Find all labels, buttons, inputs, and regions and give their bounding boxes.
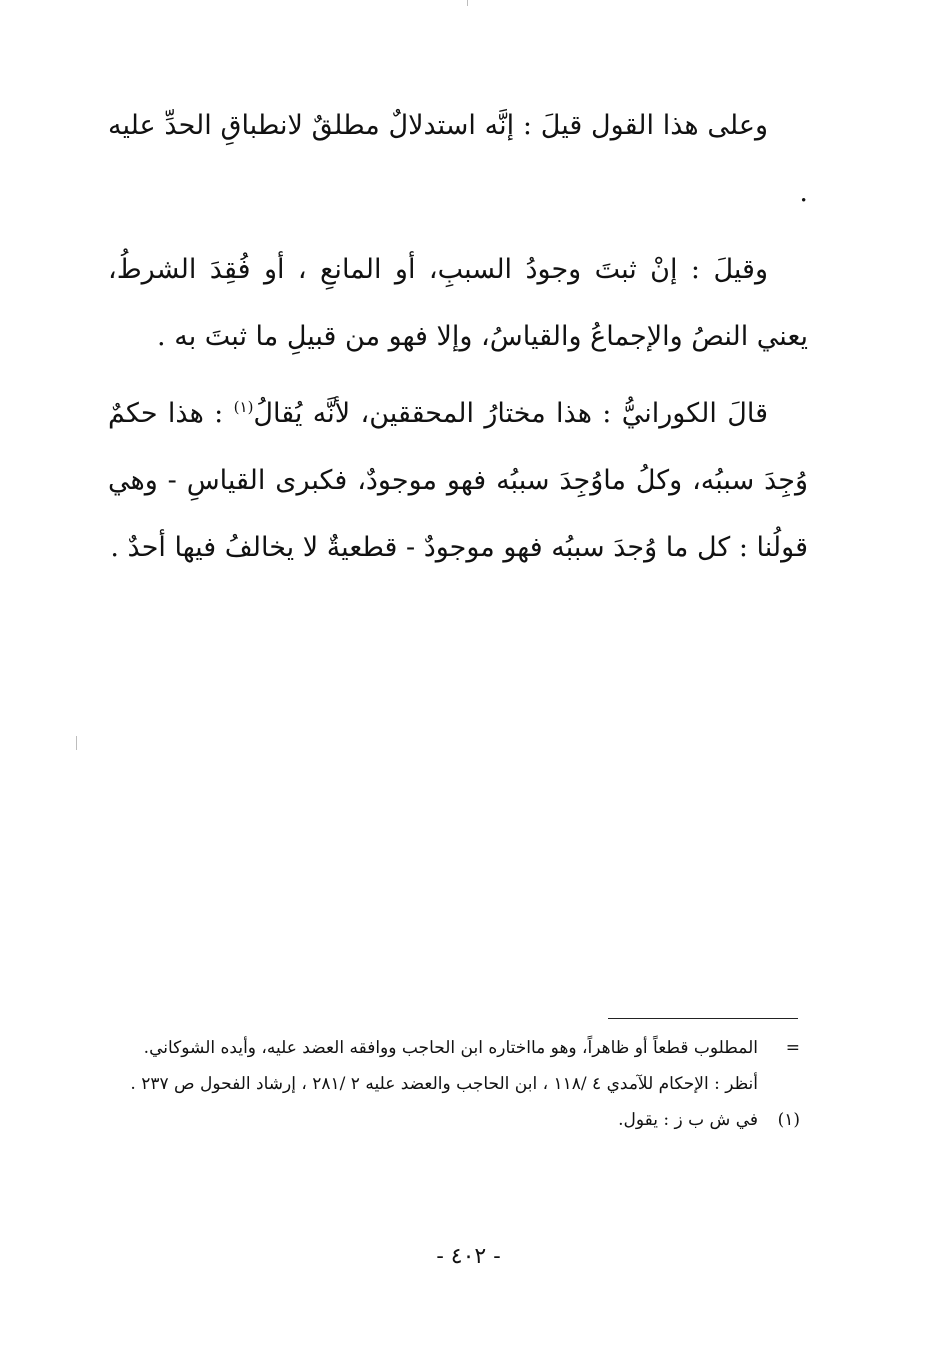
- scan-mark-top: [467, 0, 468, 6]
- footnote-1: [110, 1102, 800, 1138]
- footnote-marker: =: [785, 1038, 800, 1058]
- paragraph-2-text: وقيلَ : إنْ ثبتَ وجودُ السببِ، أو المانعِ ، أو فُقِدَ الشرطُ، يعني النصُ والإجماعُ والقياسُ، وإلا فهو من قبيلِ ما ثبتَ به .: [108, 254, 808, 352]
- paragraph-2: [108, 236, 808, 370]
- footnote-text: المطلوب قطعاً أو ظاهراً، وهو مااختاره ابن الحاجب ووافقه العضد عليه، وأيده الشوكاني.: [143, 1038, 758, 1058]
- footnote-reference-1: (١): [233, 398, 254, 416]
- footnote-marker: (١): [777, 1110, 800, 1130]
- paragraph-3: [108, 380, 808, 581]
- paragraph-3-text-after: : هذا حكمٌ وُجِدَ سببُه، وكلُ ماوُجِدَ سببُه فهو موجودٌ، فكبرى القياسِ - وهي قولُنا : كل ما وُجدَ سببُه فهو موجودٌ - قطعيةٌ لا يخالفُ فيها أحدٌ .: [108, 398, 808, 563]
- footnote-continued: [110, 1030, 800, 1066]
- paragraph-3-text-before: قالَ الكورانيُّ : هذا مختارُ المحققين، لأنَّه يُقالُ: [253, 398, 768, 429]
- main-text: [108, 92, 808, 591]
- paragraph-1: [108, 92, 808, 226]
- footnotes: [110, 1030, 800, 1138]
- footnote-sources: [110, 1066, 758, 1102]
- footnote-text: في ش ب ز : يقول.: [618, 1110, 758, 1130]
- scan-mark-left: [76, 736, 77, 750]
- page-number: - ٤٠٢ -: [436, 1244, 501, 1269]
- paragraph-1-text: وعلى هذا القول قيلَ : إنَّه استدلالٌ مطلقٌ لانطباقِ الحدِّ عليه .: [108, 110, 808, 208]
- footnote-text: أنظر : الإحكام للآمدي ٤ /١١٨ ، ابن الحاجب والعضد عليه ٢ /٢٨١ ، إرشاد الفحول ص ٢٣٧ .: [130, 1074, 758, 1094]
- footnote-separator: [608, 1018, 798, 1019]
